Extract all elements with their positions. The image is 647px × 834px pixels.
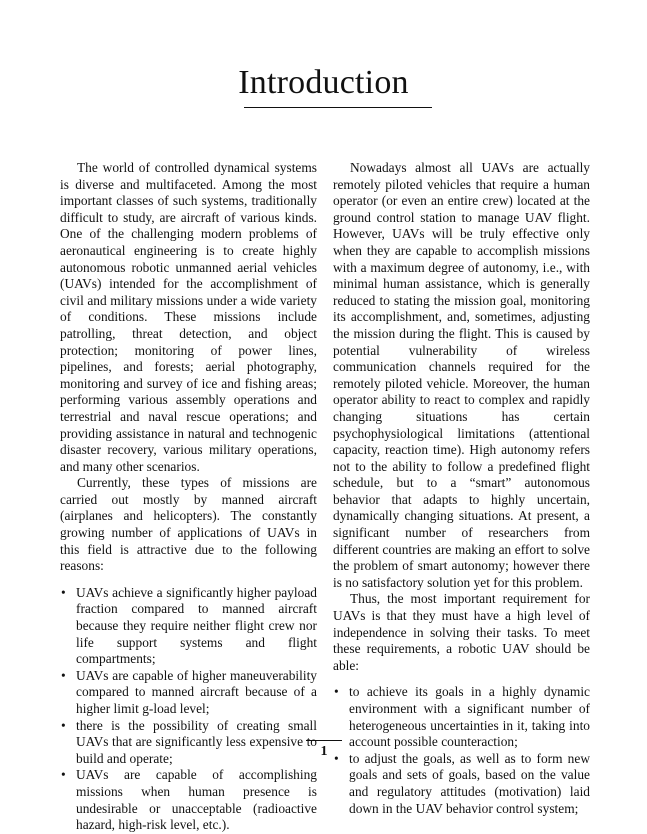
list-item-text: to achieve its goals in a highly dynamic environment with a significant number of heterogeneous uncertainties in it, taking into account possible counteraction;: [349, 684, 590, 750]
bullet-list: [333, 684, 590, 817]
chapter-title: Introduction: [238, 64, 409, 101]
list-item-text: UAVs are capable of higher maneuverability compared to manned aircraft because of a higher limit g-load level;: [76, 667, 317, 716]
list-item: [333, 684, 590, 750]
list-item-text: UAVs are capable of accomplishing missions when human presence is undesirable or unacceptable (radioactive hazard, high-risk level, etc.).: [76, 767, 317, 833]
bullet-icon: •: [61, 584, 66, 600]
folio-rule: [306, 740, 342, 741]
list-item: [60, 718, 317, 768]
bullet-icon: •: [334, 684, 339, 700]
bullet-icon: •: [61, 767, 66, 783]
bullet-icon: •: [61, 717, 66, 733]
paragraph: Nowadays almost all UAVs are actually remotely piloted vehicles that require a human operator (or even an entire crew) located at the ground control station to manage UAV flight. However, UAVs will be truly effective only when they are capable to accomplish missions with a maximum degree of autonomy, i.e., with minimal human assistance, which is generally reduced to stating the mission goal, monitoring its accomplishment, and, sometimes, adjusting the mission during the flight. This is caused by potential vulnerability of wireless communication channels required for the remotely piloted vehicle. Moreover, the human operator ability to react to complex and rapidly changing situations has certain psychophysiological limitations (attentional capacity, reaction time). High autonomy refers not to the ability to follow a predefined flight schedule, but to a “smart” autonomous behavior that adapts to highly uncertain, dynamically changing situations. At present, a significant number of researchers from different countries are making an effort to solve the problem of smart autonomy; however there is no satisfactory solution yet for this problem.: [333, 160, 590, 590]
list-item: [60, 767, 317, 833]
list-item: [333, 751, 590, 817]
list-item-text: UAVs achieve a significantly higher payload fraction compared to manned aircraft because they require neither flight crew nor life support systems and flight compartments;: [76, 584, 317, 667]
paragraph: Currently, these types of missions are carried out mostly by manned aircraft (airplanes and helicopters). The constantly growing number of applications of UAVs in this field is attractive due to the following reasons:: [60, 475, 317, 574]
bullet-icon: •: [334, 750, 339, 766]
paragraph: Thus, the most important requirement for UAVs is that they must have a high level of independence in solving their tasks. To meet these requirements, a robotic UAV should be able:: [333, 591, 590, 673]
list-item-text: there is the possibility of creating small UAVs that are significantly less expensive to build and operate;: [76, 717, 317, 766]
list-item: [60, 668, 317, 718]
left-column: [60, 160, 317, 834]
bullet-icon: •: [61, 667, 66, 683]
list-item-text: to adjust the goals, as well as to form new goals and sets of goals, based on the value and regulatory attitudes (motivation) laid down in the UAV behavior control system;: [349, 750, 590, 816]
list-item: [60, 585, 317, 668]
title-rule: [244, 107, 432, 108]
bullet-list: [60, 585, 317, 834]
right-column: [333, 160, 590, 817]
paragraph: The world of controlled dynamical systems is diverse and multifaceted. Among the most important classes of such systems, traditionally difficult to study, are aircraft of various kinds. One of the challenging modern problems of aeronautical engineering is to create highly autonomous robotic unmanned aerial vehicles (UAVs) intended for the accomplishment of civil and military missions under a wide variety of conditions. These missions include patrolling, threat detection, and object protection; monitoring of power lines, pipelines, and forests; aerial photography, monitoring and survey of ice and fishing areas; performing various assembly operations and terrestrial and naval rescue operations; and providing assistance in natural and technogenic disaster recovery, various military operations, and many other scenarios.: [60, 160, 317, 474]
page-number: 1: [320, 744, 328, 759]
